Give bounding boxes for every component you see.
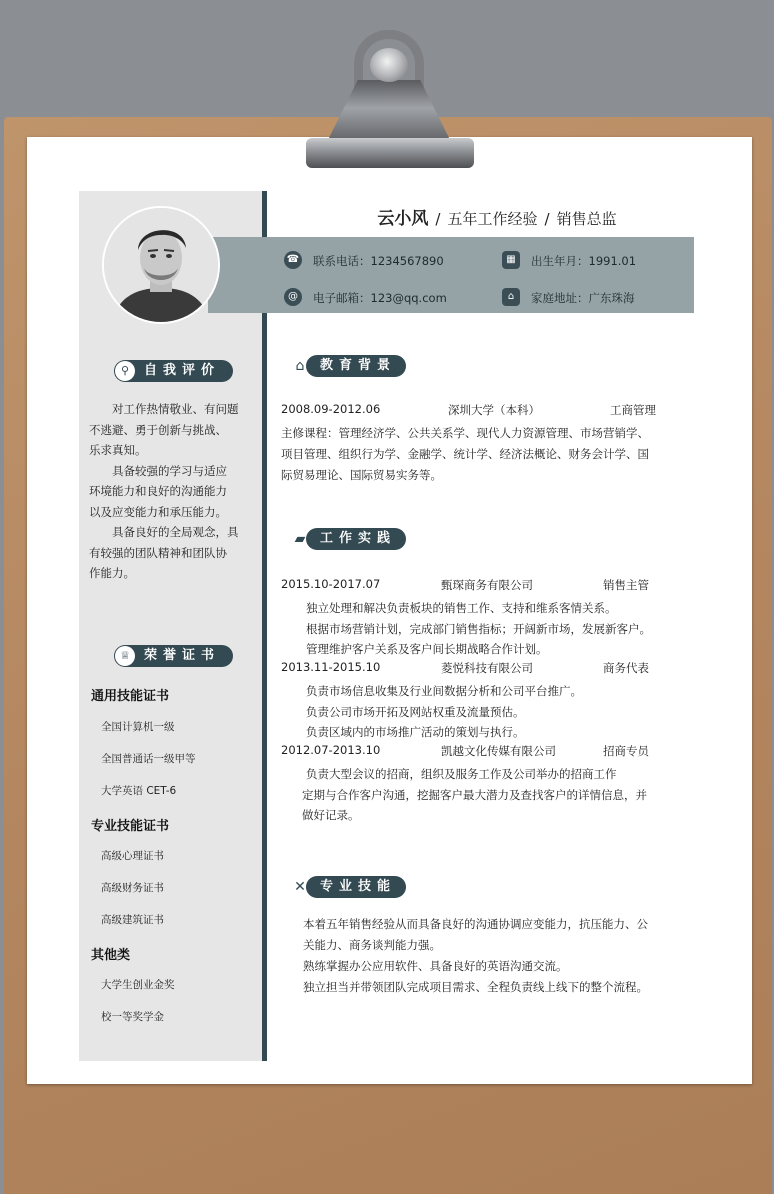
separator: / <box>544 210 550 228</box>
job-company: 甄琛商务有限公司 <box>441 578 533 592</box>
self-eval-line: 乐求真知。 <box>89 443 147 457</box>
self-eval-line: 环境能力和良好的沟通能力 <box>89 484 227 498</box>
cert-item: 大学英语 CET-6 <box>101 785 177 797</box>
separator: / <box>435 210 441 228</box>
calendar-icon: ▦ <box>502 251 520 269</box>
contact-email: 电子邮箱：123@qq.com <box>313 291 447 305</box>
phone-icon: ☎ <box>284 251 302 269</box>
left-sidebar <box>79 191 262 1061</box>
cert-item: 全国普通话一级甲等 <box>101 753 196 765</box>
job-period: 2015.10-2017.07 <box>281 577 381 591</box>
job-duties <box>306 681 582 743</box>
self-eval-line: 不逃避、勇于创新与挑战、 <box>89 422 227 437</box>
person-name: 云小风 <box>377 209 429 229</box>
cert-category: 专业技能证书 <box>91 819 170 834</box>
contact-address: 家庭地址：广东珠海 <box>531 291 635 305</box>
medal-icon: ♕ <box>115 646 135 666</box>
job-period: 2013.11-2015.10 <box>281 660 381 674</box>
cert-item: 高级心理证书 <box>101 850 164 862</box>
duty-line: 做好记录。 <box>302 808 360 822</box>
skill-line: 独立担当并带领团队完成项目需求、全程负责线上线下的整个流程。 <box>303 980 648 994</box>
duty-line: 根据市场营销计划，完成部门销售指标；开阔新市场，发展新客户。 <box>306 621 651 636</box>
job-role: 商务代表 <box>603 661 649 675</box>
job-company: 凯越文化传媒有限公司 <box>441 744 556 758</box>
job-duties <box>302 764 647 826</box>
cert-item: 高级建筑证书 <box>101 914 164 926</box>
house-icon: ⌂ <box>295 358 305 374</box>
cert-category: 其他类 <box>91 948 131 963</box>
cert-item: 校一等奖学金 <box>101 1011 164 1023</box>
duty-line: 负责市场信息收集及行业间数据分析和公司平台推广。 <box>306 684 582 698</box>
education-school: 深圳大学（本科） <box>448 403 540 417</box>
education-heading <box>306 355 406 377</box>
experience-label: 五年工作经验 <box>447 210 538 228</box>
briefcase-icon: ▰ <box>294 531 306 547</box>
job-company: 菱悦科技有限公司 <box>441 661 533 675</box>
cert-item: 大学生创业金奖 <box>101 979 175 991</box>
job-period: 2012.07-2013.10 <box>281 743 381 757</box>
duty-line: 独立处理和解决负责板块的销售工作、支持和维系客情关系。 <box>306 601 617 615</box>
skills-text <box>303 914 648 998</box>
divider-line <box>262 191 267 1061</box>
job-role: 招商专员 <box>603 744 649 758</box>
course-line: 际贸易理论、国际贸易实务等。 <box>281 468 442 482</box>
contact-birth: 出生年月：1991.01 <box>531 254 637 268</box>
skill-line: 关能力、商务谈判能力强。 <box>303 938 441 952</box>
skills-title: 专业技能 <box>320 879 397 894</box>
self-eval-line: 以及应变能力和承压能力。 <box>89 504 227 519</box>
cert-category: 通用技能证书 <box>91 689 170 704</box>
header-title <box>300 204 694 229</box>
course-line: 项目管理、组织行为学、金融学、统计学、经济法概论、财务会计学、国 <box>281 447 649 461</box>
job-role: 销售主管 <box>603 578 649 592</box>
honors-heading <box>114 645 233 667</box>
duty-line: 管理维护客户关系及客户间长期战略合作计划。 <box>306 642 548 656</box>
duty-line: 定期与合作客户沟通，挖掘客户最大潜力及查找客户的详情信息，并 <box>302 787 647 802</box>
skills-heading <box>306 876 406 898</box>
skill-line: 本着五年销售经验从而具备良好的沟通协调应变能力，抗压能力、公 <box>303 917 648 931</box>
job-duties <box>306 598 651 660</box>
work-title: 工作实践 <box>320 531 397 546</box>
education-period: 2008.09-2012.06 <box>281 402 381 416</box>
self-eval-text <box>89 399 254 584</box>
course-line: 主修课程：管理经济学、公共关系学、现代人力资源管理、市场营销学、 <box>281 426 649 440</box>
home-icon: ⌂ <box>502 288 520 306</box>
education-courses <box>281 423 649 486</box>
self-eval-line: 具备较强的学习与适应 <box>112 463 227 478</box>
duty-line: 负责大型会议的招商，组织及服务工作及公司举办的招商工作 <box>306 767 617 781</box>
binder-clip-bolt <box>370 48 408 82</box>
education-title: 教育背景 <box>320 358 397 373</box>
duty-line: 负责区域内的市场推广活动的策划与执行。 <box>306 725 525 739</box>
skill-line: 熟练掌握办公应用软件、具备良好的英语沟通交流。 <box>303 959 568 973</box>
self-eval-line: 对工作热情敬业、有问题 <box>112 402 239 416</box>
self-eval-heading <box>114 360 233 382</box>
self-eval-line: 作能力。 <box>89 566 135 580</box>
work-heading <box>306 528 406 550</box>
cert-item: 高级财务证书 <box>101 882 164 894</box>
position-label: 销售总监 <box>556 210 617 228</box>
contact-phone: 联系电话：1234567890 <box>313 254 444 268</box>
self-eval-line: 有较强的团队精神和团队协 <box>89 545 227 560</box>
self-eval-title: 自我评价 <box>144 363 221 378</box>
avatar <box>104 208 218 322</box>
duty-line: 负责公司市场开拓及网站权重及流量预估。 <box>306 704 525 719</box>
search-icon: ⚲ <box>115 361 135 381</box>
email-icon: @ <box>284 288 302 306</box>
binder-clip-base <box>306 138 474 168</box>
cert-item: 全国计算机一级 <box>101 721 175 733</box>
self-eval-line: 具备良好的全局观念，具 <box>112 525 239 539</box>
honors-title: 荣誉证书 <box>144 648 221 663</box>
tools-icon: ✕ <box>294 879 306 895</box>
education-major: 工商管理 <box>610 403 656 417</box>
